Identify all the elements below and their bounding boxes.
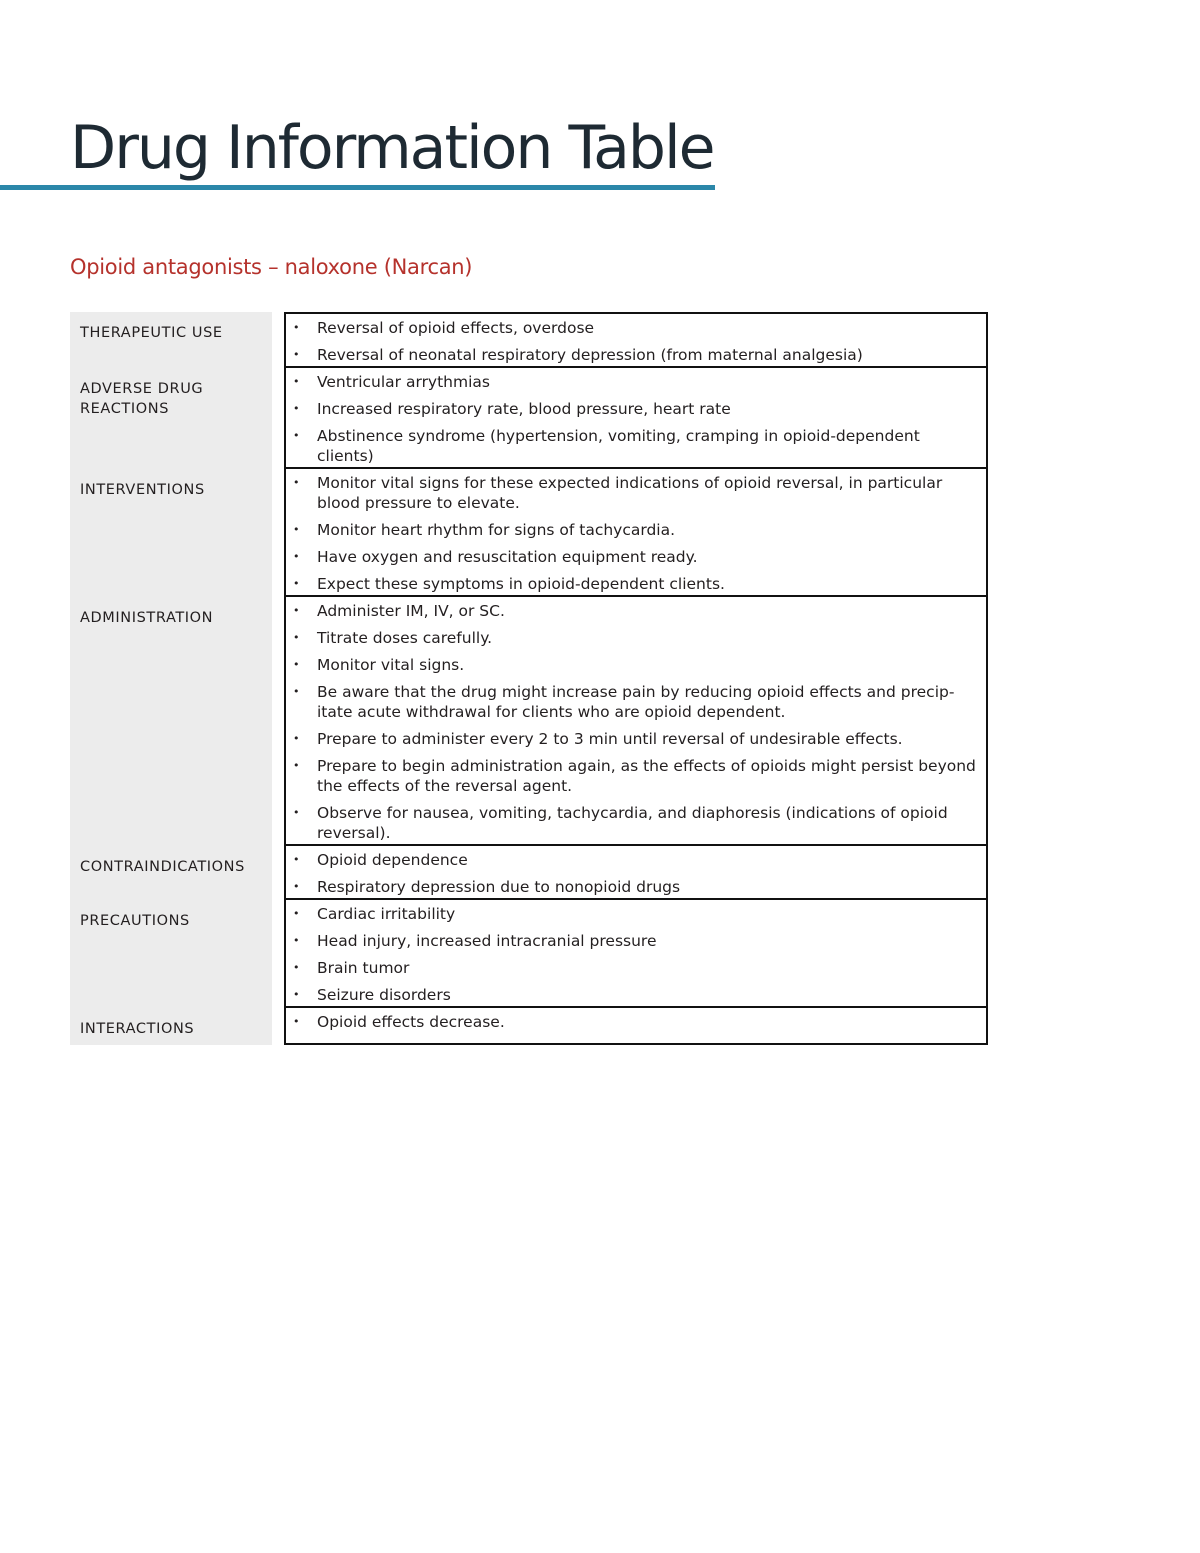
list-item-text: Opioid effects decrease. [317, 1013, 505, 1031]
bullet-list [291, 318, 978, 365]
bullet-list [291, 850, 978, 897]
list-item-text: Reversal of neonatal respiratory depression (from maternal analgesia) [317, 346, 863, 364]
table-row [70, 368, 988, 469]
title-underline [0, 185, 715, 190]
list-item [291, 601, 978, 621]
drug-information-table [70, 312, 988, 1045]
list-item [291, 803, 978, 843]
bullet-list [291, 1012, 978, 1032]
row-label: CONTRAINDICATIONS [70, 846, 272, 900]
list-item-text: Monitor vital signs. [317, 656, 465, 674]
list-item-text: Prepare to administer every 2 to 3 min until reversal of undesirable effects. [317, 730, 903, 748]
bullet-icon: • [293, 429, 300, 442]
bullet-icon: • [293, 631, 300, 644]
list-item-text: Have oxygen and resuscitation equipment ready. [317, 548, 698, 566]
row-content [284, 900, 988, 1008]
row-content [284, 597, 988, 846]
table-row [70, 597, 988, 846]
bullet-icon: • [293, 806, 300, 819]
bullet-icon: • [293, 907, 300, 920]
bullet-icon: • [293, 523, 300, 536]
list-item-text: Titrate doses carefully. [317, 629, 493, 647]
list-item-text: Abstinence syndrome (hypertension, vomiting, cramping in opioid-dependent clients) [317, 427, 920, 465]
list-item [291, 628, 978, 648]
bullet-icon: • [293, 685, 300, 698]
row-content [284, 846, 988, 900]
bullet-icon: • [293, 732, 300, 745]
list-item-text: Expect these symptoms in opioid-dependent clients. [317, 575, 725, 593]
list-item [291, 547, 978, 567]
table-row [70, 900, 988, 1008]
row-content [284, 1008, 988, 1045]
list-item [291, 931, 978, 951]
bullet-list [291, 372, 978, 466]
bullet-icon: • [293, 550, 300, 563]
table-row [70, 469, 988, 597]
bullet-icon: • [293, 880, 300, 893]
list-item-text: Respiratory depression due to nonopioid drugs [317, 878, 681, 896]
bullet-icon: • [293, 988, 300, 1001]
row-label: INTERACTIONS [70, 1008, 272, 1045]
bullet-icon: • [293, 375, 300, 388]
list-item [291, 729, 978, 749]
bullet-list [291, 601, 978, 843]
list-item-text: Reversal of opioid effects, overdose [317, 319, 595, 337]
list-item [291, 850, 978, 870]
section-heading: Opioid antagonists – naloxone (Narcan) [70, 255, 473, 279]
list-item [291, 345, 978, 365]
row-content [284, 368, 988, 469]
table-row [70, 846, 988, 900]
bullet-icon: • [293, 476, 300, 489]
row-label: PRECAUTIONS [70, 900, 272, 1008]
list-item-text: Cardiac irritability [317, 905, 456, 923]
bullet-icon: • [293, 577, 300, 590]
bullet-icon: • [293, 961, 300, 974]
list-item [291, 958, 978, 978]
list-item [291, 318, 978, 338]
list-item-text: Seizure disorders [317, 986, 451, 1004]
bullet-list [291, 473, 978, 594]
row-content [284, 469, 988, 597]
list-item-text: Ventricular arrythmias [317, 373, 490, 391]
bullet-list [291, 904, 978, 1005]
list-item [291, 574, 978, 594]
list-item-text: Prepare to begin administration again, as the effects of opioids might persist beyond the effects of the reversal agent. [317, 757, 976, 795]
list-item [291, 877, 978, 897]
list-item-text: Observe for nausea, vomiting, tachycardia, and diaphoresis (indications of opioid reversal). [317, 804, 948, 842]
table-row [70, 1008, 988, 1045]
bullet-icon: • [293, 604, 300, 617]
list-item-text: Administer IM, IV, or SC. [317, 602, 505, 620]
list-item-text: Monitor vital signs for these expected indications of opioid reversal, in particular blood pressure to elevate. [317, 474, 943, 512]
list-item [291, 904, 978, 924]
bullet-icon: • [293, 321, 300, 334]
bullet-icon: • [293, 1015, 300, 1028]
bullet-icon: • [293, 934, 300, 947]
list-item-text: Opioid dependence [317, 851, 468, 869]
list-item-text: Be aware that the drug might increase pain by reducing opioid effects and precip-itate acute withdrawal for clients who are opioid dependent. [317, 683, 955, 721]
list-item [291, 399, 978, 419]
list-item [291, 655, 978, 675]
table-row [70, 312, 988, 368]
list-item [291, 1012, 978, 1032]
list-item [291, 473, 978, 513]
row-label: INTERVENTIONS [70, 469, 272, 597]
list-item-text: Brain tumor [317, 959, 410, 977]
list-item [291, 520, 978, 540]
page-title: Drug Information Table [70, 113, 714, 183]
list-item [291, 426, 978, 466]
list-item-text: Increased respiratory rate, blood pressure, heart rate [317, 400, 731, 418]
list-item [291, 985, 978, 1005]
bullet-icon: • [293, 658, 300, 671]
row-content [284, 312, 988, 368]
list-item [291, 372, 978, 392]
row-label: ADVERSE DRUG REACTIONS [70, 368, 272, 469]
list-item-text: Head injury, increased intracranial pressure [317, 932, 657, 950]
list-item-text: Monitor heart rhythm for signs of tachycardia. [317, 521, 676, 539]
bullet-icon: • [293, 348, 300, 361]
list-item [291, 756, 978, 796]
bullet-icon: • [293, 759, 300, 772]
row-label: ADMINISTRATION [70, 597, 272, 846]
row-label: THERAPEUTIC USE [70, 312, 272, 368]
bullet-icon: • [293, 853, 300, 866]
bullet-icon: • [293, 402, 300, 415]
list-item [291, 682, 978, 722]
